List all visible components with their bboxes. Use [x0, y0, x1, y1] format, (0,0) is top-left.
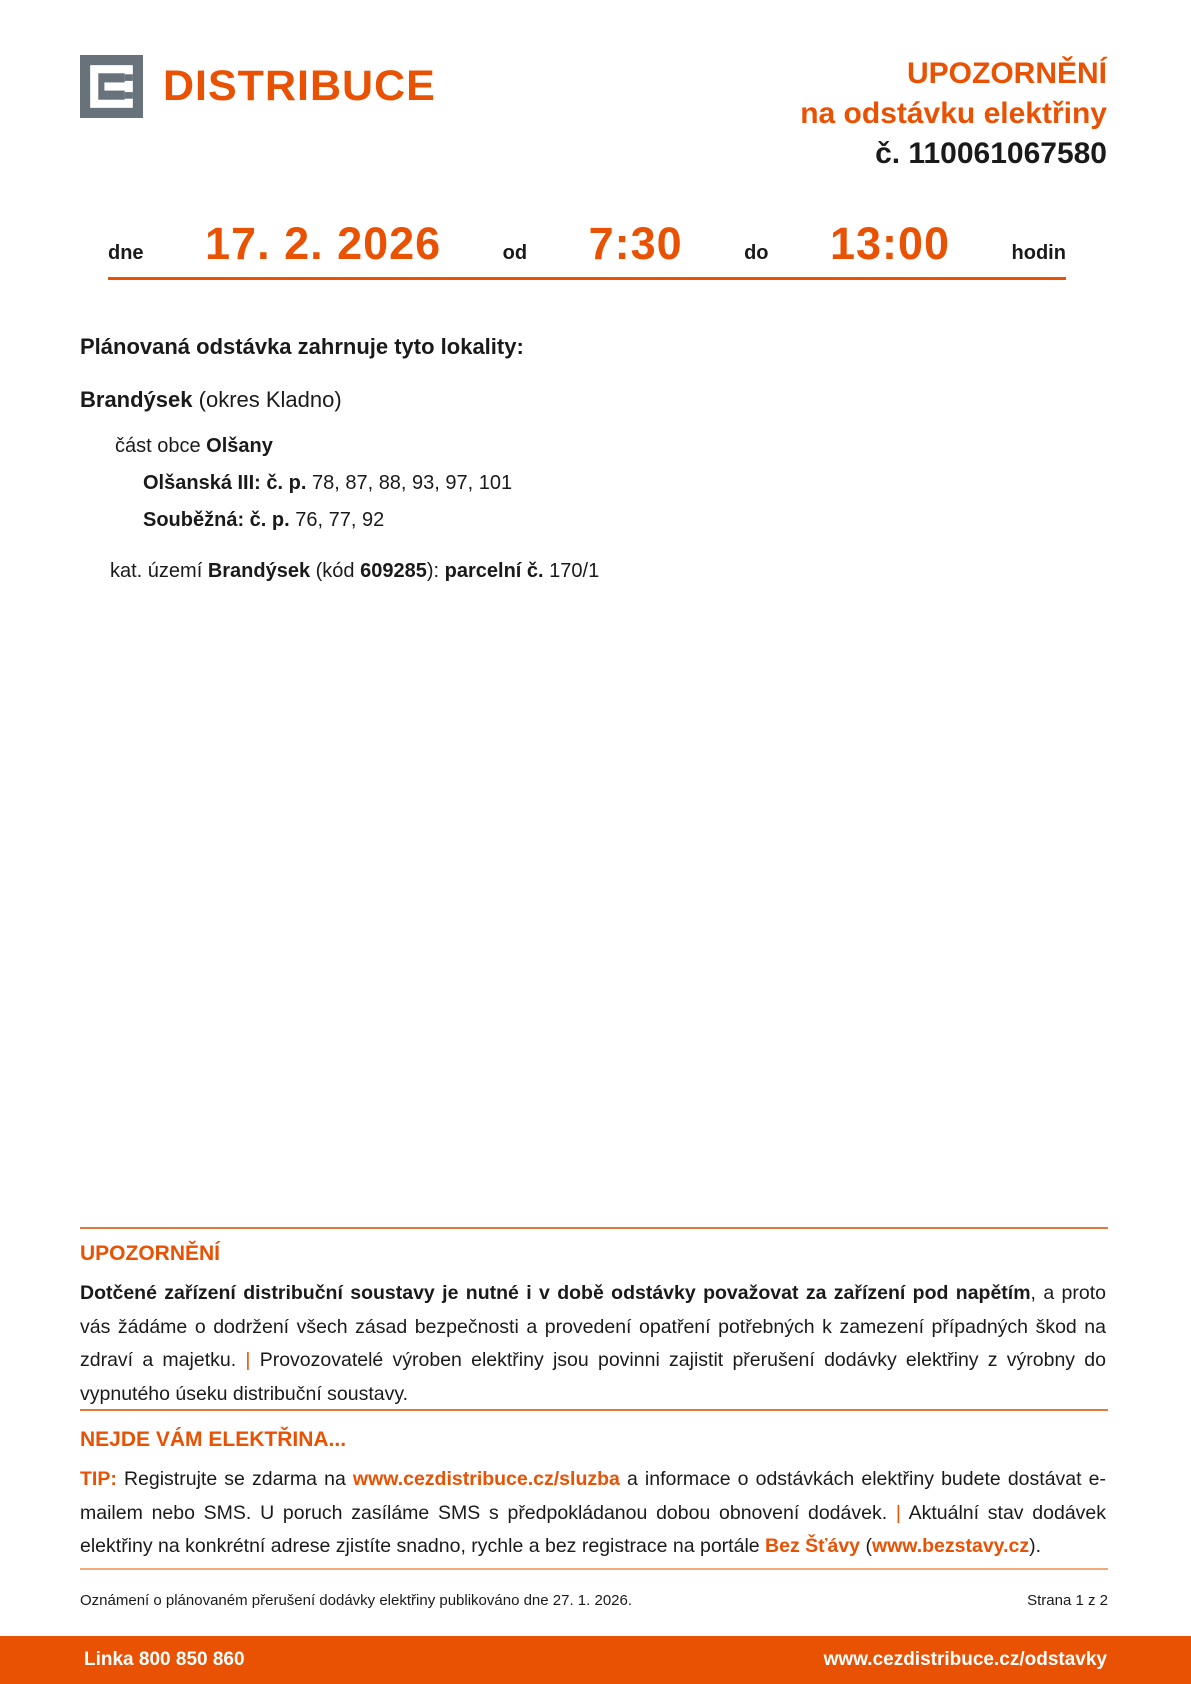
divider: [80, 1227, 1108, 1229]
part-label: část obce: [115, 435, 207, 457]
warning-bold-text: Dotčené zařízení distribuční soustavy je nutné i v době odstávky považovat za zařízení pod napětím: [80, 1282, 1031, 1304]
notice-title-line2: na odstávku elektřiny: [800, 97, 1107, 130]
schedule-row: [108, 218, 1066, 270]
municipality-line: [80, 385, 1108, 414]
outage-time-to: 13:00: [829, 218, 951, 269]
outage-date: 17. 2. 2026: [205, 218, 442, 269]
divider: [80, 1409, 1108, 1411]
notice-title-line1: UPOZORNĚNÍ: [906, 57, 1107, 90]
localities-section: [80, 332, 1108, 586]
municipality-name: Brandýsek: [80, 387, 193, 412]
label-od: od: [502, 242, 528, 264]
brand-name: DISTRIBUCE: [163, 62, 436, 110]
parcel-number: 170/1: [543, 560, 600, 582]
page-indicator: Strana 1 z 2: [1027, 1592, 1108, 1609]
tip-text: (: [860, 1535, 872, 1557]
house-numbers: 78, 87, 88, 93, 97, 101: [311, 472, 513, 494]
warning-text: Provozovatelé výroben elektřiny jsou povinni zajistit přerušení dodávky elektřiny z výrobny do vypnutého úseku distribuční soustavy.: [80, 1349, 1106, 1405]
cadastre-name: Brandýsek: [207, 560, 311, 582]
tips-section: [80, 1428, 1106, 1564]
tip-label: TIP:: [80, 1468, 117, 1490]
cadastre-line: [110, 557, 1108, 586]
street-name: Olšanská III: č. p.: [143, 472, 312, 494]
label-hodin: hodin: [1011, 242, 1066, 264]
tips-heading: NEJDE VÁM ELEKTŘINA...: [80, 1428, 347, 1451]
label-do: do: [744, 242, 769, 264]
portal-bez-stavy: Bez Šťávy: [765, 1535, 861, 1557]
outage-time-from: 7:30: [588, 218, 683, 269]
street-name: Souběžná: č. p.: [143, 509, 296, 531]
cadastre-code: 609285: [360, 560, 427, 582]
parcel-label: parcelní č.: [444, 560, 544, 582]
publication-note: Oznámení o plánovaném přerušení dodávky elektřiny publikováno dne 27. 1. 2026.: [80, 1592, 633, 1609]
cez-logo-icon: [80, 55, 143, 118]
cadastre-code-label: (kód: [310, 560, 361, 582]
warning-section: [80, 1242, 1106, 1411]
footer-row: [80, 1592, 1108, 1609]
street-line: [143, 469, 1108, 498]
localities-title: Plánovaná odstávka zahrnuje tyto lokality:: [80, 334, 524, 359]
separator-pipe: |: [895, 1501, 901, 1524]
warning-paragraph: [80, 1277, 1106, 1411]
link-cezdistribuce-sluzba[interactable]: www.cezdistribuce.cz/sluzba: [352, 1468, 620, 1490]
tip-text: ).: [1029, 1535, 1042, 1557]
tip-text: Aktuální stav dodávek elektřiny na konkrétní adrese zjistíte snadno, rychle a bez registrace na portále: [80, 1501, 1107, 1557]
tips-paragraph: [80, 1463, 1106, 1564]
warning-heading: UPOZORNĚNÍ: [80, 1242, 221, 1265]
notice-number: č. 110061067580: [875, 137, 1107, 170]
cadastre-label: kat. území: [110, 560, 208, 582]
tip-text: a informace o odstávkách elektřiny budete dostávat e-mailem nebo SMS. U poruch zasíláme SMS s předpokládanou dobou obnovení dodávek.: [80, 1468, 1106, 1524]
warning-text: , a proto vás žádáme o dodržení všech zásad bezpečnosti a provedení opatření potřebných k zamezení případných škod na zdraví a majetku.: [80, 1282, 1106, 1371]
separator: ):: [426, 560, 445, 582]
separator-pipe: |: [245, 1349, 251, 1371]
link-odstavky[interactable]: www.cezdistribuce.cz/odstavky: [823, 1649, 1107, 1670]
schedule-underline: [108, 277, 1066, 280]
hotline-phone: Linka 800 850 860: [84, 1649, 245, 1670]
notice-title-block: [800, 54, 1107, 174]
street-line: [143, 506, 1108, 535]
brand-header: [80, 55, 436, 118]
label-dne: dne: [108, 242, 144, 264]
part-name: Olšany: [206, 435, 273, 457]
municipality-part-line: [115, 432, 1108, 461]
link-bezstavy[interactable]: www.bezstavy.cz: [871, 1535, 1030, 1557]
footer-divider: [80, 1568, 1108, 1570]
house-numbers: 76, 77, 92: [295, 509, 385, 531]
tip-text: Registrujte se zdarma na: [116, 1468, 353, 1490]
district-name: (okres Kladno): [192, 387, 342, 412]
bottom-bar: [0, 1636, 1191, 1684]
